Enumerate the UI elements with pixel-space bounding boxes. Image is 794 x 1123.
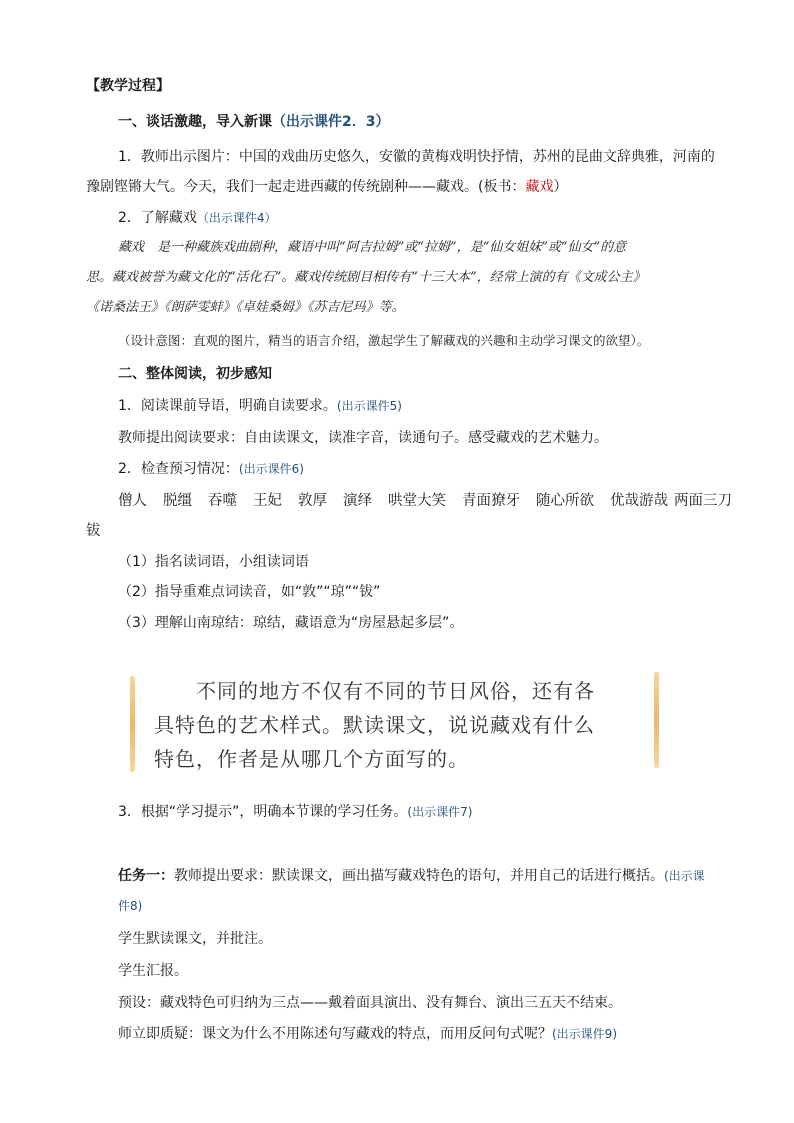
vocab-word: 脱缰 xyxy=(163,493,192,509)
part1-heading xyxy=(118,112,389,132)
vocab-word: 敦厚 xyxy=(298,493,327,509)
design-note: （设计意图：直观的图片，精当的语言介绍，激起学生了解藏戏的兴趣和主动学习课文的欲望）。 xyxy=(118,333,650,348)
item2-text: 2．了解藏戏 xyxy=(118,210,197,226)
part3-item3-text: 3．根据“学习提示”，明确本节课的学习任务。 xyxy=(118,804,408,820)
vocab-word: 僧人 xyxy=(118,493,147,509)
item1-text-cont: 豫剧铿锵大气。今天，我们一起走进西藏的传统剧种——藏戏。(板书： xyxy=(86,179,526,195)
intro-line-1: 藏戏 是一种藏族戏曲剧种，藏语中叫“阿吉拉姆”或“拉姆”，是“仙女姐妹”或“仙女”的意 xyxy=(118,240,627,255)
vocab-word: 王妃 xyxy=(253,493,282,509)
section-header: 【教学过程】 xyxy=(86,78,170,94)
teacher-question xyxy=(118,1024,617,1044)
preset-answer: 预设：藏戏特色可归纳为三点——戴着面具演出、没有舞台、演出三五天不结束。 xyxy=(118,995,622,1011)
task1-text: 教师提出要求：默读课文，画出描写藏戏特色的语句，并用自己的话进行概括。 xyxy=(174,868,664,884)
part1-item2 xyxy=(118,208,277,228)
part2-item2-ref: (出示课件6) xyxy=(238,462,304,476)
item1-text-end: ） xyxy=(553,179,568,195)
vocabulary-list xyxy=(118,491,732,511)
tip-right-bar xyxy=(654,672,659,768)
item-number: 1． xyxy=(118,149,141,165)
part2-item2-text: 2．检查预习情况： xyxy=(118,461,239,477)
question-ref: (出示课件9) xyxy=(552,1027,617,1041)
part2-item1-text: 1．阅读课前导语，明确自读要求。 xyxy=(118,398,337,414)
tip-left-bar xyxy=(130,676,135,772)
board-highlight: 藏戏 xyxy=(525,179,554,195)
vocab-word-wrap: 钹 xyxy=(86,523,101,539)
tip-line-2: 具特色的艺术样式。默读课文，说说藏戏有什么 xyxy=(154,713,595,737)
tip-line-3: 特色，作者是从哪几个方面写的。 xyxy=(154,747,469,771)
vocab-word: 两面三刀 xyxy=(674,493,732,509)
part1-heading-ref: （出示课件2．3） xyxy=(272,114,390,130)
task1-ref-wrap: 件8) xyxy=(118,899,143,913)
vocab-word: 吞噬 xyxy=(208,493,237,509)
sub-item-3: （3）理解山南琼结：琼结，藏语意为“房屋悬起多层”。 xyxy=(118,615,464,631)
vocab-word: 青面獠牙 xyxy=(462,493,520,509)
part2-item1 xyxy=(118,396,402,416)
item2-ref: （出示课件4） xyxy=(196,211,277,225)
vocab-word: 演绎 xyxy=(343,493,372,509)
tip-line-1: 不同的地方不仅有不同的节日风俗，还有各 xyxy=(154,679,595,703)
part1-item1-line1 xyxy=(118,147,715,167)
question-text: 师立即质疑：课文为什么不用陈述句写藏戏的特点，而用反问句式呢？ xyxy=(118,1026,552,1042)
task1-label: 任务一： xyxy=(118,868,174,884)
task1-ref: (出示课 xyxy=(664,869,705,883)
vocab-word: 哄堂大笑 xyxy=(388,493,446,509)
student-reading: 学生默读课文，并批注。 xyxy=(118,931,272,947)
part2-item2 xyxy=(118,459,304,479)
vocab-word: 随心所欲 xyxy=(536,493,594,509)
learning-tip-box xyxy=(118,668,674,780)
task1-line1 xyxy=(118,866,705,886)
teacher-requirement: 教师提出阅读要求：自由读课文，读准字音，读通句子。感受藏戏的艺术魅力。 xyxy=(118,430,608,446)
vocab-word: 优哉游哉 xyxy=(610,493,668,509)
item1-text: 教师出示图片：中国的戏曲历史悠久，安徽的黄梅戏明快抒情，苏州的昆曲文辞典雅，河南的 xyxy=(140,149,715,165)
part3-item3 xyxy=(118,802,472,822)
part2-heading: 二、整体阅读，初步感知 xyxy=(118,366,272,382)
sub-item-2: （2）指导重难点词读音，如“敦”“琼”“钹” xyxy=(118,584,381,600)
intro-line-3: 《诺桑法王》《朗萨雯蚌》《卓娃桑姆》《苏吉尼玛》等。 xyxy=(86,300,405,315)
intro-line-2: 思。藏戏被誉为藏文化的“活化石”。藏戏传统剧目相传有“十三大本”，经常上演的有《文成公主》 xyxy=(86,270,646,285)
part1-item1-line2 xyxy=(86,177,567,197)
student-report: 学生汇报。 xyxy=(118,963,188,979)
part2-item1-ref: (出示课件5) xyxy=(336,399,402,413)
sub-item-1: （1）指名读词语，小组读词语 xyxy=(118,554,309,570)
part3-item3-ref: (出示课件7) xyxy=(407,805,473,819)
part1-heading-text: 一、谈话激趣，导入新课 xyxy=(118,114,272,130)
